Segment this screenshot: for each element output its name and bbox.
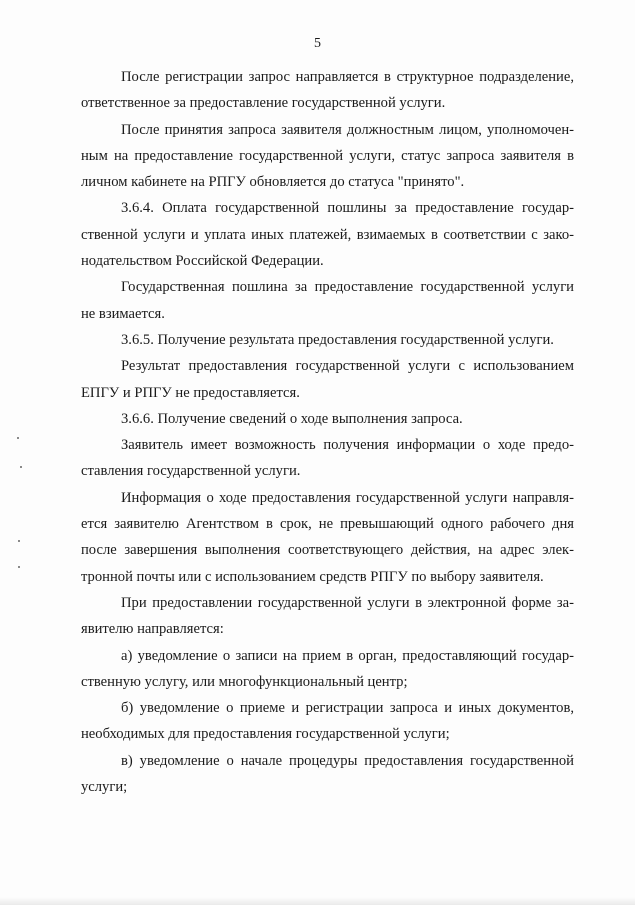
text-line: Государственная пошлина за предоставление государственной услуги — [121, 279, 574, 296]
text-line: явителю направляется: — [81, 621, 224, 638]
body-text — [81, 64, 574, 800]
text-line: 3.6.5. Получение результата предоставления государственной услуги. — [121, 331, 554, 348]
text-line: в) уведомление о начале процедуры предоставления государственной — [121, 752, 574, 769]
text-line: После принятия запроса заявителя должностным лицом, уполномочен- — [121, 121, 574, 138]
text-line: необходимых для предоставления государственной услуги; — [81, 726, 450, 743]
text-line: ставления государственной услуги. — [81, 463, 301, 480]
text-line: Результат предоставления государственной услуги с использованием — [121, 358, 574, 375]
text-line: ответственное за предоставление государственной услуги. — [81, 95, 446, 112]
text-line: нодательством Российской Федерации. — [81, 253, 324, 270]
scan-speck — [18, 566, 20, 568]
scan-speck — [17, 437, 19, 439]
text-line: не взимается. — [81, 305, 165, 322]
text-line: При предоставлении государственной услуги в электронной форме за- — [121, 594, 574, 611]
text-line: б) уведомление о приеме и регистрации запроса и иных документов, — [121, 700, 574, 717]
text-line: ственную услугу, или многофункциональный центр; — [81, 673, 408, 690]
text-line: ным на предоставление государственной услуги, статус запроса заявителя в — [81, 147, 574, 164]
text-line: 3.6.4. Оплата государственной пошлины за предоставление государ- — [121, 200, 574, 217]
text-line: ется заявителю Агентством в срок, не превышающий одного рабочего дня — [81, 516, 574, 533]
text-line: Заявитель имеет возможность получения информации о ходе предо- — [121, 437, 574, 454]
text-line: 3.6.6. Получение сведений о ходе выполнения запроса. — [121, 410, 463, 427]
text-line: а) уведомление о записи на прием в орган, предоставляющий государ- — [121, 647, 574, 664]
scan-speck — [20, 466, 22, 468]
text-line: ственной услуги и уплата иных платежей, взимаемых в соответствии с зако- — [81, 226, 574, 243]
text-line: услуги; — [81, 779, 128, 796]
scan-edge — [0, 897, 635, 905]
text-line: ЕПГУ и РПГУ не предоставляется. — [81, 384, 300, 401]
scan-speck — [18, 540, 20, 542]
text-line: личном кабинете на РПГУ обновляется до статуса "принято". — [81, 174, 465, 191]
text-line: После регистрации запрос направляется в структурное подразделение, — [121, 69, 574, 85]
text-line: Информация о ходе предоставления государственной услуги направля- — [121, 489, 574, 506]
text-line: тронной почты или с использованием средств РПГУ по выбору заявителя. — [81, 568, 544, 585]
text-line: после завершения выполнения соответствующего действия, на адрес элек- — [81, 542, 574, 559]
page-number: 5 — [314, 36, 321, 51]
